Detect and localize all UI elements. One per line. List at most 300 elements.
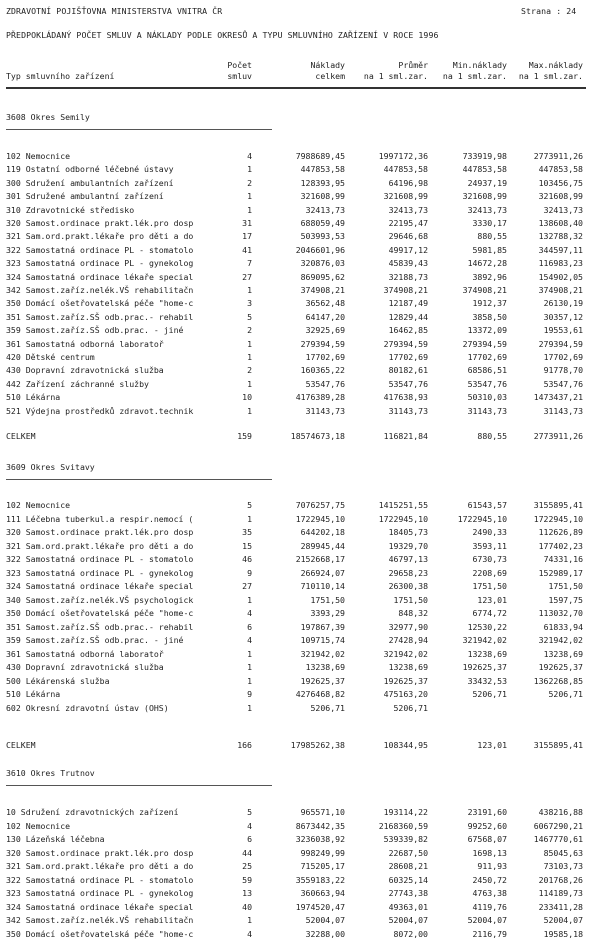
row-average: 13238,69 xyxy=(388,662,428,672)
row-min: 5206,71 xyxy=(472,689,507,699)
row-type: 359 Samost.zaříz.SŠ odb.prac. - jiné xyxy=(6,635,184,645)
row-max: 374908,21 xyxy=(538,285,583,295)
min-header-1: Min.náklady xyxy=(452,60,507,70)
row-count: 4 xyxy=(247,928,252,939)
row-max: 73103,73 xyxy=(543,861,583,871)
row-average: 27743,38 xyxy=(388,888,428,898)
row-average: 32188,73 xyxy=(388,271,428,282)
table-row xyxy=(0,581,591,592)
row-costs: 321942,02 xyxy=(300,648,345,659)
costs-header-2: celkem xyxy=(315,71,345,81)
table-row xyxy=(0,406,591,417)
row-costs: 321608,99 xyxy=(300,191,345,202)
row-count: 6 xyxy=(247,621,252,632)
table-row xyxy=(0,821,591,832)
row-type: 321 Sam.ord.prakt.lékaře pro děti a do xyxy=(6,861,194,871)
row-average: 32413,73 xyxy=(388,204,428,215)
row-type: 300 Sdružení ambulantních zařízení xyxy=(6,177,174,188)
row-max: 61833,94 xyxy=(543,621,583,632)
row-costs: 7076257,75 xyxy=(295,500,345,510)
row-costs: 644202,18 xyxy=(300,527,345,537)
row-average: 1997172,36 xyxy=(378,151,428,161)
row-average: 279394,59 xyxy=(383,338,428,349)
row-max: 3155895,41 xyxy=(533,500,583,510)
row-max: 177402,23 xyxy=(538,540,583,551)
row-average: 108344,95 xyxy=(383,740,428,750)
row-count: 9 xyxy=(247,567,252,578)
row-average: 18405,73 xyxy=(388,527,428,537)
row-type: 324 Samostatná ordinace lékaře special xyxy=(6,581,194,591)
row-max: 192625,37 xyxy=(538,662,583,672)
row-costs: 109715,74 xyxy=(300,635,345,645)
row-min: 123,01 xyxy=(477,740,507,750)
row-count: 27 xyxy=(242,271,252,282)
row-min: 4763,38 xyxy=(472,888,507,898)
row-count: 1 xyxy=(247,285,252,295)
row-max: 2773911,26 xyxy=(533,151,583,161)
row-costs: 2046601,96 xyxy=(295,244,345,255)
row-average: 22195,47 xyxy=(388,218,428,228)
row-average: 1415251,55 xyxy=(378,500,428,510)
row-count: 1 xyxy=(247,648,252,659)
row-min: 52004,07 xyxy=(467,915,507,925)
row-average: 60325,14 xyxy=(388,874,428,885)
row-min: 374908,21 xyxy=(462,285,507,295)
row-costs: 1751,50 xyxy=(310,594,345,605)
table-row xyxy=(0,689,591,700)
page-number: Strana : 24 xyxy=(521,6,577,16)
row-min: 12530,22 xyxy=(467,621,507,632)
row-type: 324 Samostatná ordinace lékaře special xyxy=(6,271,194,282)
section-rule xyxy=(6,785,272,786)
row-average: 49363,01 xyxy=(388,901,428,912)
row-min: 13238,69 xyxy=(467,648,507,659)
row-max: 103456,75 xyxy=(538,177,583,188)
row-count: 4 xyxy=(247,151,252,161)
row-count: 2 xyxy=(247,325,252,336)
row-count: 5 xyxy=(247,500,252,510)
row-min: 123,01 xyxy=(477,594,507,605)
row-average: 374908,21 xyxy=(383,285,428,295)
row-costs: 710110,14 xyxy=(300,581,345,591)
row-count: 1 xyxy=(247,338,252,349)
row-max: 1722945,10 xyxy=(533,513,583,524)
row-type: 111 Léčebna tuberkul.a respir.nemocí ( xyxy=(6,513,194,524)
row-costs: 998249,99 xyxy=(300,847,345,858)
row-max: 154902,05 xyxy=(538,271,583,282)
count-header-1: Počet xyxy=(227,60,252,70)
row-costs: 8673442,35 xyxy=(295,820,345,831)
table-row xyxy=(0,807,591,818)
row-max: 132788,32 xyxy=(538,231,583,242)
section-rule xyxy=(6,129,272,130)
table-row xyxy=(0,205,591,216)
row-count: 166 xyxy=(237,740,252,750)
row-average: 45839,43 xyxy=(388,258,428,269)
type-header: Typ smluvního zařízení xyxy=(6,71,115,81)
row-count: 1 xyxy=(247,702,252,713)
table-row xyxy=(0,352,591,363)
row-type: 102 Nemocnice xyxy=(6,820,71,831)
table-row xyxy=(0,325,591,336)
row-min: 321608,99 xyxy=(462,191,507,202)
row-min: 3892,96 xyxy=(472,271,507,282)
row-average: 31143,73 xyxy=(388,405,428,416)
row-costs: 688059,49 xyxy=(300,218,345,228)
row-count: 1 xyxy=(247,675,252,686)
row-min: 192625,37 xyxy=(462,662,507,672)
row-type: 350 Domácí ošetřovatelská péče "home-c xyxy=(6,298,194,309)
table-row xyxy=(0,514,591,525)
row-costs: 1722945,10 xyxy=(295,513,345,524)
row-min: 321942,02 xyxy=(462,635,507,645)
row-type: 324 Samostatná ordinace lékaře special xyxy=(6,901,194,912)
row-average: 64196,98 xyxy=(388,177,428,188)
row-count: 1 xyxy=(247,915,252,925)
report-title: PŘEDPOKLÁDANÝ POČET SMLUV A NÁKLADY PODLE OKRESŮ A TYPU SMLUVNÍHO ZAŘÍZENÍ V ROCE 1996 xyxy=(6,30,439,40)
table-row xyxy=(0,662,591,673)
row-max: 31143,73 xyxy=(543,405,583,416)
row-min: 68586,51 xyxy=(467,365,507,376)
section-rule xyxy=(6,479,272,480)
row-type: 322 Samostatná ordinace PL - stomatolo xyxy=(6,874,194,885)
row-costs: 965571,10 xyxy=(300,807,345,817)
row-min: 2116,79 xyxy=(472,928,507,939)
row-costs: 289945,44 xyxy=(300,540,345,551)
row-count: 35 xyxy=(242,527,252,537)
row-average: 12829,44 xyxy=(388,311,428,322)
row-average: 475163,20 xyxy=(383,689,428,699)
row-min: 67568,07 xyxy=(467,834,507,844)
row-type: 322 Samostatná ordinace PL - stomatolo xyxy=(6,554,194,564)
row-average: 29646,68 xyxy=(388,231,428,242)
row-costs: 4176389,28 xyxy=(295,392,345,403)
row-costs: 36562,48 xyxy=(305,298,345,309)
row-min: 2490,33 xyxy=(472,527,507,537)
row-costs: 64147,20 xyxy=(305,311,345,322)
row-count: 1 xyxy=(247,378,252,389)
row-costs: 374908,21 xyxy=(300,285,345,295)
row-max: 91778,70 xyxy=(543,365,583,376)
row-min: 24937,19 xyxy=(467,177,507,188)
row-average: 17702,69 xyxy=(388,352,428,362)
row-average: 22687,50 xyxy=(388,847,428,858)
table-row xyxy=(0,164,591,175)
table-row xyxy=(0,834,591,845)
table-row xyxy=(0,915,591,926)
row-average: 32977,90 xyxy=(388,621,428,632)
row-count: 159 xyxy=(237,431,252,441)
row-average: 192625,37 xyxy=(383,675,428,686)
row-costs: 52004,07 xyxy=(305,915,345,925)
row-costs: 5206,71 xyxy=(310,702,345,713)
row-count: 46 xyxy=(242,554,252,564)
max-header-1: Max.náklady xyxy=(528,60,583,70)
row-costs: 32413,73 xyxy=(305,204,345,215)
row-max: 321942,02 xyxy=(538,635,583,645)
row-count: 6 xyxy=(247,834,252,844)
table-row xyxy=(0,622,591,633)
row-min: 3858,50 xyxy=(472,311,507,322)
row-type: 323 Samostatná ordinace PL - gynekolog xyxy=(6,567,194,578)
row-average: 447853,58 xyxy=(383,164,428,175)
row-count: 1 xyxy=(247,164,252,175)
row-type: 323 Samostatná ordinace PL - gynekolog xyxy=(6,258,194,269)
row-type: 510 Lékárna xyxy=(6,689,61,699)
row-type: CELKEM xyxy=(6,431,36,441)
row-average: 321942,02 xyxy=(383,648,428,659)
row-max: 17702,69 xyxy=(543,352,583,362)
row-costs: 3236038,92 xyxy=(295,834,345,844)
row-count: 2 xyxy=(247,177,252,188)
row-type: 320 Samost.ordinace prakt.lék.pro dosp xyxy=(6,527,194,537)
row-type: 350 Domácí ošetřovatelská péče "home-c xyxy=(6,928,194,939)
row-min: 3330,17 xyxy=(472,218,507,228)
row-average: 12187,49 xyxy=(388,298,428,309)
row-min: 1722945,10 xyxy=(457,513,507,524)
row-type: 323 Samostatná ordinace PL - gynekolog xyxy=(6,888,194,898)
row-max: 1467770,61 xyxy=(533,834,583,844)
row-costs: 197867,39 xyxy=(300,621,345,632)
row-max: 5206,71 xyxy=(548,689,583,699)
row-max: 1362268,85 xyxy=(533,675,583,686)
row-min: 279394,59 xyxy=(462,338,507,349)
row-min: 447853,58 xyxy=(462,164,507,175)
table-row xyxy=(0,888,591,899)
row-min: 99252,60 xyxy=(467,820,507,831)
row-average: 116821,84 xyxy=(383,431,428,441)
table-row xyxy=(0,649,591,660)
row-average: 29658,23 xyxy=(388,567,428,578)
row-type: 342 Samost.zaříz.nelék.VŠ rehabilitačn xyxy=(6,915,194,925)
row-type: 310 Zdravotnické středisko xyxy=(6,204,135,215)
row-count: 31 xyxy=(242,218,252,228)
row-costs: 360663,94 xyxy=(300,888,345,898)
row-min: 14672,28 xyxy=(467,258,507,269)
row-max: 114189,73 xyxy=(538,888,583,898)
row-max: 1473437,21 xyxy=(533,392,583,403)
row-costs: 18574673,18 xyxy=(290,431,345,441)
row-costs: 2152668,17 xyxy=(295,554,345,564)
table-row xyxy=(0,312,591,323)
row-count: 4 xyxy=(247,820,252,831)
row-max: 112626,89 xyxy=(538,527,583,537)
row-costs: 279394,59 xyxy=(300,338,345,349)
row-average: 321608,99 xyxy=(383,191,428,202)
row-min: 53547,76 xyxy=(467,378,507,389)
row-min: 880,55 xyxy=(477,431,507,441)
row-type: 102 Nemocnice xyxy=(6,500,71,510)
row-count: 13 xyxy=(242,888,252,898)
row-max: 19585,18 xyxy=(543,928,583,939)
table-row xyxy=(0,608,591,619)
row-type: 342 Samost.zaříz.nelék.VŠ rehabilitačn xyxy=(6,285,194,295)
row-count: 9 xyxy=(247,689,252,699)
row-costs: 32925,69 xyxy=(305,325,345,336)
row-max: 113032,70 xyxy=(538,608,583,618)
max-header-2: na 1 sml.zar. xyxy=(518,71,583,81)
row-min: 33432,53 xyxy=(467,675,507,686)
row-max: 85045,63 xyxy=(543,847,583,858)
row-count: 17 xyxy=(242,231,252,242)
row-type: 320 Samost.ordinace prakt.lék.pro dosp xyxy=(6,218,194,228)
table-row xyxy=(0,848,591,859)
row-max: 152989,17 xyxy=(538,567,583,578)
table-row xyxy=(0,178,591,189)
table-row xyxy=(0,218,591,229)
row-max: 13238,69 xyxy=(543,648,583,659)
row-count: 1 xyxy=(247,662,252,672)
row-costs: 128393,95 xyxy=(300,177,345,188)
table-row xyxy=(0,929,591,940)
row-min: 13372,09 xyxy=(467,325,507,336)
row-type: 510 Lékárna xyxy=(6,392,61,403)
row-min: 733919,98 xyxy=(462,151,507,161)
row-min: 32413,73 xyxy=(467,204,507,215)
table-row xyxy=(0,365,591,376)
table-row xyxy=(0,339,591,350)
row-average: 53547,76 xyxy=(388,378,428,389)
row-costs: 32288,00 xyxy=(305,928,345,939)
row-count: 1 xyxy=(247,513,252,524)
row-type: 442 Zařízení záchranné služby xyxy=(6,378,149,389)
row-count: 4 xyxy=(247,635,252,645)
row-min: 4119,76 xyxy=(472,901,507,912)
row-min: 1698,13 xyxy=(472,847,507,858)
row-average: 1751,50 xyxy=(393,594,428,605)
row-count: 5 xyxy=(247,807,252,817)
row-count: 4 xyxy=(247,608,252,618)
table-row xyxy=(0,500,591,511)
table-row xyxy=(0,191,591,202)
row-costs: 715205,17 xyxy=(300,861,345,871)
total-row xyxy=(0,431,591,442)
row-count: 27 xyxy=(242,581,252,591)
row-average: 19329,70 xyxy=(388,540,428,551)
row-costs: 17702,69 xyxy=(305,352,345,362)
row-min: 50310,03 xyxy=(467,392,507,403)
avg-header-1: Průměr xyxy=(398,60,428,70)
row-average: 28608,21 xyxy=(388,861,428,871)
row-average: 26300,38 xyxy=(388,581,428,591)
row-max: 116983,23 xyxy=(538,258,583,269)
row-max: 30357,12 xyxy=(543,311,583,322)
row-max: 201768,26 xyxy=(538,874,583,885)
section-title: 3610 Okres Trutnov xyxy=(6,768,95,778)
row-type: 521 Výdejna prostředků zdravot.technik xyxy=(6,405,194,416)
table-row xyxy=(0,258,591,269)
row-min: 1912,37 xyxy=(472,298,507,309)
row-min: 6730,73 xyxy=(472,554,507,564)
table-row xyxy=(0,861,591,872)
row-max: 53547,76 xyxy=(543,378,583,389)
row-max: 52004,07 xyxy=(543,915,583,925)
table-row xyxy=(0,554,591,565)
row-max: 279394,59 xyxy=(538,338,583,349)
row-costs: 320876,03 xyxy=(300,258,345,269)
row-average: 193114,22 xyxy=(383,807,428,817)
table-row xyxy=(0,379,591,390)
header-rule xyxy=(6,87,586,89)
row-type: 102 Nemocnice xyxy=(6,151,71,161)
row-average: 46797,13 xyxy=(388,554,428,564)
row-max: 233411,28 xyxy=(538,901,583,912)
row-count: 15 xyxy=(242,540,252,551)
section-title: 3608 Okres Semily xyxy=(6,112,90,122)
row-costs: 192625,37 xyxy=(300,675,345,686)
row-max: 344597,11 xyxy=(538,244,583,255)
row-type: 361 Samostatná odborná laboratoř xyxy=(6,338,164,349)
table-row xyxy=(0,151,591,162)
row-type: 320 Samost.ordinace prakt.lék.pro dosp xyxy=(6,847,194,858)
table-row xyxy=(0,595,591,606)
row-min: 880,55 xyxy=(477,231,507,242)
row-count: 1 xyxy=(247,405,252,416)
row-min: 3593,11 xyxy=(472,540,507,551)
row-min: 1751,50 xyxy=(472,581,507,591)
row-type: 430 Dopravní zdravotnická služba xyxy=(6,365,164,376)
row-average: 539339,82 xyxy=(383,834,428,844)
row-costs: 266924,07 xyxy=(300,567,345,578)
table-row xyxy=(0,541,591,552)
row-costs: 869095,62 xyxy=(300,271,345,282)
row-count: 1 xyxy=(247,594,252,605)
row-max: 138608,40 xyxy=(538,218,583,228)
row-average: 52004,07 xyxy=(388,915,428,925)
table-row xyxy=(0,568,591,579)
row-max: 438216,88 xyxy=(538,807,583,817)
row-count: 7 xyxy=(247,258,252,269)
row-count: 25 xyxy=(242,861,252,871)
table-row xyxy=(0,635,591,646)
table-row xyxy=(0,272,591,283)
table-row xyxy=(0,527,591,538)
row-average: 8072,00 xyxy=(393,928,428,939)
table-row xyxy=(0,875,591,886)
row-min: 31143,73 xyxy=(467,405,507,416)
row-min: 5981,85 xyxy=(472,244,507,255)
row-count: 41 xyxy=(242,244,252,255)
row-count: 5 xyxy=(247,311,252,322)
row-type: 10 Sdružení zdravotnických zařízení xyxy=(6,807,179,817)
row-min: 911,93 xyxy=(477,861,507,871)
row-max: 321608,99 xyxy=(538,191,583,202)
row-type: 321 Sam.ord.prakt.lékaře pro děti a do xyxy=(6,231,194,242)
row-min: 17702,69 xyxy=(467,352,507,362)
row-type: 351 Samost.zaříz.SŠ odb.prac.- rehabil xyxy=(6,311,194,322)
row-costs: 53547,76 xyxy=(305,378,345,389)
row-type: 420 Dětské centrum xyxy=(6,352,95,362)
row-count: 1 xyxy=(247,352,252,362)
row-max: 3155895,41 xyxy=(533,740,583,750)
row-max: 1597,75 xyxy=(548,594,583,605)
row-min: 61543,57 xyxy=(467,500,507,510)
row-average: 1722945,10 xyxy=(378,513,428,524)
total-row xyxy=(0,740,591,751)
row-max: 26130,19 xyxy=(543,298,583,309)
table-row xyxy=(0,676,591,687)
row-costs: 7988689,45 xyxy=(295,151,345,161)
row-costs: 3393,29 xyxy=(310,608,345,618)
row-average: 848,32 xyxy=(398,608,428,618)
row-type: 340 Samost.zaříz.nelék.VŠ psychologick xyxy=(6,594,194,605)
row-type: 119 Ostatní odborné léčebné ústavy xyxy=(6,164,174,175)
row-type: 359 Samost.zaříz.SŠ odb.prac. - jiné xyxy=(6,325,184,336)
row-average: 417638,93 xyxy=(383,392,428,403)
row-type: 130 Lázeňská léčebna xyxy=(6,834,105,844)
row-type: 500 Lékárenská služba xyxy=(6,675,110,686)
row-type: 361 Samostatná odborná laboratoř xyxy=(6,648,164,659)
